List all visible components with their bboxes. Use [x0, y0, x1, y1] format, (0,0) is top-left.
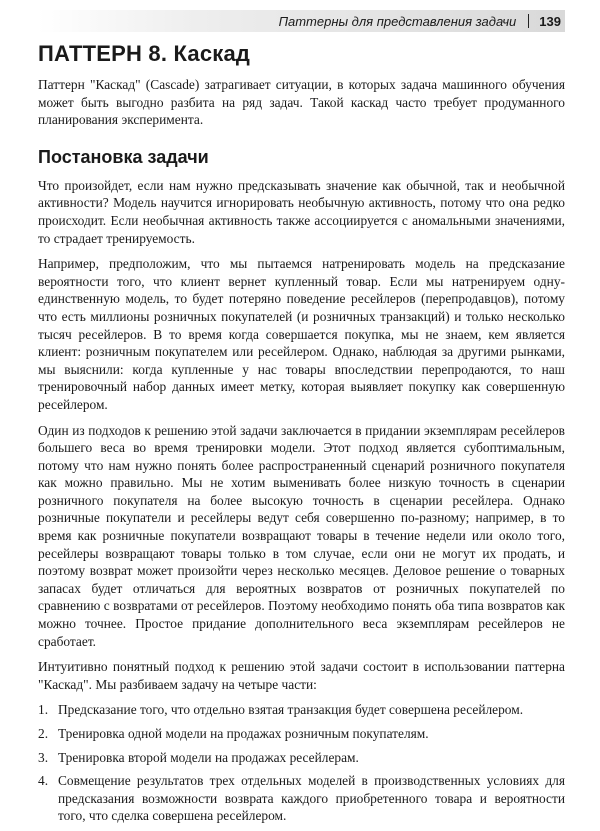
running-header — [38, 10, 565, 32]
list-item-number: 3. — [38, 749, 49, 765]
list-item — [38, 725, 565, 743]
chapter-intro: Паттерн "Каскад" (Cascade) затрагивает ситуации, в которых задача машинного обучения может быть выгодно разбита на ряд задач. Такой каскад часто требует продуманного планирования эксперимента. — [38, 77, 565, 128]
section-title: Постановка задачи — [38, 146, 209, 167]
paragraph: Интуитивно понятный подход к решению этой задачи состоит в использовании паттерна "Каскад". Мы разбиваем задачу на четыре части: — [38, 659, 565, 692]
list-item — [38, 749, 565, 767]
chapter-title: ПАТТЕРН 8. Каскад — [38, 41, 251, 66]
header-separator — [528, 14, 529, 28]
list-item-text: Предсказание того, что отдельно взятая транзакция будет совершена ресейлером. — [58, 702, 524, 718]
list-item-text: Совмещение результатов трех отдельных моделей в производственных условиях для предсказания возможности возврата каждого приобретенного товара и вероятности того, что сделка совершена ресейлером. — [58, 773, 565, 824]
page-number: 139 — [539, 13, 561, 29]
list-item-number: 2. — [38, 726, 49, 741]
paragraph: Что произойдет, если нам нужно предсказывать значение как обычной, так и необычной активности? Модель научится игнорировать необычную активность, потому что она редко происходит. Если необычная активность также ассоциируется с аномальными значениями, то страдает тренируемость. — [38, 177, 565, 246]
list-item — [38, 772, 565, 825]
task-list — [38, 701, 565, 825]
list-item — [38, 701, 565, 719]
page-content — [38, 40, 565, 831]
list-item-text: Тренировка второй модели на продажах ресейлерам. — [58, 749, 359, 765]
paragraph: Один из подходов к решению этой задачи заключается в придании экземплярам ресейлеров большего веса во время тренировки модели. Этот подход является субоптимальным, потому что нам нужно понять более распространенный сценарий розничного покупателя как можно правильно. Мы не хотим выменивать более низкую точность в сценарии розничного покупателя на более высокую точность в сценарии ресейлера. Однако розничные покупатели и ресейлеры ведут себя совершенно по-разному; например, в то время как розничные покупатели возвращают товары в течение недели или около того, ресейлеры возвращают товары только в том случае, если они не могут их продать, и поэтому возврат может произойти через несколько месяцев. Деловое решение о товарных запасах будет отличаться для вероятных возвратов от розничных покупателей по сравнению с возвратами от ресейлеров. Поэтому необходимо понять оба типа возвратов как можно точнее. Простое придание дополнительного веса экземплярам ресейлеров не сработает. — [38, 422, 565, 649]
header-title: Паттерны для представления задачи — [278, 13, 517, 29]
list-item-number: 1. — [38, 702, 49, 718]
list-item-text: Тренировка одной модели на продажах розничным покупателям. — [58, 726, 429, 741]
list-item-number: 4. — [38, 773, 49, 789]
paragraph: Например, предположим, что мы пытаемся натренировать модель на предсказание вероятности того, что клиент вернет купленный товар. Если мы натренируем одну-единственную модель, то будет потеряно поведение ресейлеров (перепродавцов), потому что есть миллионы розничных покупателей (и розничных транзакций) и только несколько тысяч ресейлеров. В то время когда совершается покупка, мы не знаем, кем является клиент: розничным покупателем или ресейлером. Однако, наблюдая за другими рынками, мы выяснили: когда купленные у нас товары впоследствии перепродаются, то наш тренировочный набор данных имеет метку, которая выявляет покупку как совершенную ресейлером. — [38, 256, 565, 412]
